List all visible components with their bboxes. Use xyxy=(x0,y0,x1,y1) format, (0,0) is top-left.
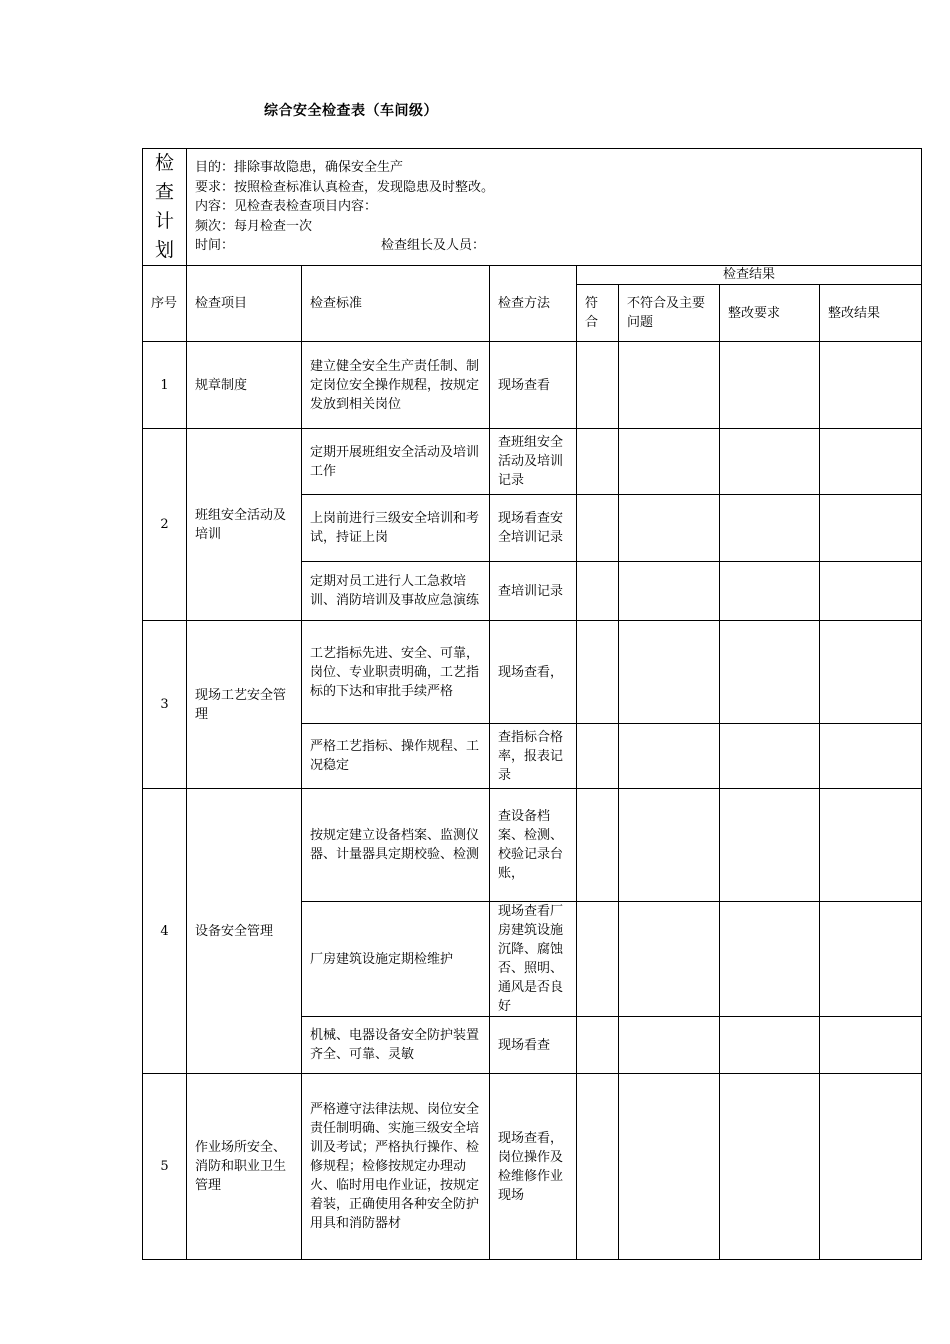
header-results: 检查结果 xyxy=(577,266,922,285)
row-no: 3 xyxy=(143,621,187,789)
rectify-requirement-cell[interactable] xyxy=(720,621,820,724)
check-standard: 建立健全安全生产责任制、制定岗位安全操作规程，按规定发放到相关岗位 xyxy=(302,342,490,429)
nonconform-cell[interactable] xyxy=(619,342,720,429)
plan-label-char: 查 xyxy=(154,181,174,203)
check-standard: 厂房建筑设施定期检维护 xyxy=(302,902,490,1017)
row-no: 4 xyxy=(143,789,187,1074)
header-conform: 符合 xyxy=(577,285,619,342)
row-item: 规章制度 xyxy=(187,342,302,429)
check-method: 查设备档案、检测、校验记录台账， xyxy=(490,789,577,902)
row-item: 班组安全活动及培训 xyxy=(187,429,302,621)
rectify-result-cell[interactable] xyxy=(820,1017,922,1074)
nonconform-cell[interactable] xyxy=(619,429,720,495)
rectify-result-cell[interactable] xyxy=(820,495,922,562)
check-standard: 上岗前进行三级安全培训和考试，持证上岗 xyxy=(302,495,490,562)
rectify-result-cell[interactable] xyxy=(820,789,922,902)
check-standard: 工艺指标先进、安全、可靠，岗位、专业职责明确，工艺指标的下达和审批手续严格 xyxy=(302,621,490,724)
team-label: 检查组长及人员： xyxy=(381,238,486,254)
rectify-requirement-cell[interactable] xyxy=(720,902,820,1017)
header-nonconform: 不符合及主要问题 xyxy=(619,285,720,342)
rectify-result-cell[interactable] xyxy=(820,621,922,724)
rectify-result-cell[interactable] xyxy=(820,1074,922,1260)
page-title: 综合安全检查表（车间级） xyxy=(264,103,438,119)
nonconform-cell[interactable] xyxy=(619,495,720,562)
check-method: 查指标合格率，报表记录 xyxy=(490,724,577,789)
conform-cell[interactable] xyxy=(577,495,619,562)
header-method: 检查方法 xyxy=(490,266,577,342)
check-standard: 按规定建立设备档案、监测仪器、计量器具定期校验、检测 xyxy=(302,789,490,902)
conform-cell[interactable] xyxy=(577,621,619,724)
nonconform-cell[interactable] xyxy=(619,902,720,1017)
row-item: 现场工艺安全管理 xyxy=(187,621,302,789)
row-item: 作业场所安全、消防和职业卫生管理 xyxy=(187,1074,302,1260)
plan-requirement: 要求：按照检查标准认真检查，发现隐患及时整改。 xyxy=(195,179,495,195)
header-item: 检查项目 xyxy=(187,266,302,342)
conform-cell[interactable] xyxy=(577,1074,619,1260)
conform-cell[interactable] xyxy=(577,724,619,789)
conform-cell[interactable] xyxy=(577,1017,619,1074)
plan-label-char: 检 xyxy=(154,152,174,174)
nonconform-cell[interactable] xyxy=(619,1017,720,1074)
plan-label-char: 计 xyxy=(154,210,174,232)
rectify-result-cell[interactable] xyxy=(820,342,922,429)
check-method: 现场看查安全培训记录 xyxy=(490,495,577,562)
header-rectify-result: 整改结果 xyxy=(820,285,922,342)
check-method: 现场查看， xyxy=(490,621,577,724)
plan-content xyxy=(187,149,922,266)
header-rectify-requirement: 整改要求 xyxy=(720,285,820,342)
rectify-requirement-cell[interactable] xyxy=(720,724,820,789)
row-item: 设备安全管理 xyxy=(187,789,302,1074)
check-method: 现场看查 xyxy=(490,1017,577,1074)
header-no: 序号 xyxy=(143,266,187,342)
plan-content-line: 内容：见检查表检查项目内容： xyxy=(195,199,378,215)
row-no: 1 xyxy=(143,342,187,429)
rectify-result-cell[interactable] xyxy=(820,429,922,495)
check-standard: 严格遵守法律法规、岗位安全责任制明确、实施三级安全培训及考试；严格执行操作、检修规程；检修按规定办理动火、临时用电作业证，按规定着装，正确使用各种安全防护用具和消防器材 xyxy=(302,1074,490,1260)
row-no: 2 xyxy=(143,429,187,621)
plan-label-char: 划 xyxy=(154,239,174,261)
rectify-requirement-cell[interactable] xyxy=(720,342,820,429)
nonconform-cell[interactable] xyxy=(619,724,720,789)
check-standard: 定期对员工进行人工急救培训、消防培训及事故应急演练 xyxy=(302,562,490,621)
conform-cell[interactable] xyxy=(577,342,619,429)
check-method: 查班组安全活动及培训记录 xyxy=(490,429,577,495)
check-method: 现场查看，岗位操作及检维修作业现场 xyxy=(490,1074,577,1260)
check-method: 查培训记录 xyxy=(490,562,577,621)
plan-label xyxy=(143,149,187,266)
rectify-requirement-cell[interactable] xyxy=(720,562,820,621)
plan-purpose: 目的：排除事故隐患，确保安全生产 xyxy=(195,160,404,176)
header-standard: 检查标准 xyxy=(302,266,490,342)
rectify-requirement-cell[interactable] xyxy=(720,429,820,495)
check-standard: 严格工艺指标、操作规程、工况稳定 xyxy=(302,724,490,789)
time-label: 时间： xyxy=(195,238,235,254)
conform-cell[interactable] xyxy=(577,562,619,621)
conform-cell[interactable] xyxy=(577,429,619,495)
check-standard: 定期开展班组安全活动及培训工作 xyxy=(302,429,490,495)
nonconform-cell[interactable] xyxy=(619,621,720,724)
nonconform-cell[interactable] xyxy=(619,562,720,621)
rectify-requirement-cell[interactable] xyxy=(720,1017,820,1074)
row-no: 5 xyxy=(143,1074,187,1260)
check-method: 现场查看厂房建筑设施沉降、腐蚀否、照明、通风是否良好 xyxy=(490,902,577,1017)
conform-cell[interactable] xyxy=(577,789,619,902)
check-method: 现场查看 xyxy=(490,342,577,429)
rectify-requirement-cell[interactable] xyxy=(720,1074,820,1260)
plan-frequency: 频次：每月检查一次 xyxy=(195,218,313,234)
conform-cell[interactable] xyxy=(577,902,619,1017)
nonconform-cell[interactable] xyxy=(619,1074,720,1260)
nonconform-cell[interactable] xyxy=(619,789,720,902)
check-standard: 机械、电器设备安全防护装置齐全、可靠、灵敏 xyxy=(302,1017,490,1074)
safety-inspection-table xyxy=(142,148,922,1260)
rectify-result-cell[interactable] xyxy=(820,562,922,621)
rectify-result-cell[interactable] xyxy=(820,902,922,1017)
plan-time-row xyxy=(195,236,913,255)
rectify-requirement-cell[interactable] xyxy=(720,789,820,902)
rectify-result-cell[interactable] xyxy=(820,724,922,789)
rectify-requirement-cell[interactable] xyxy=(720,495,820,562)
